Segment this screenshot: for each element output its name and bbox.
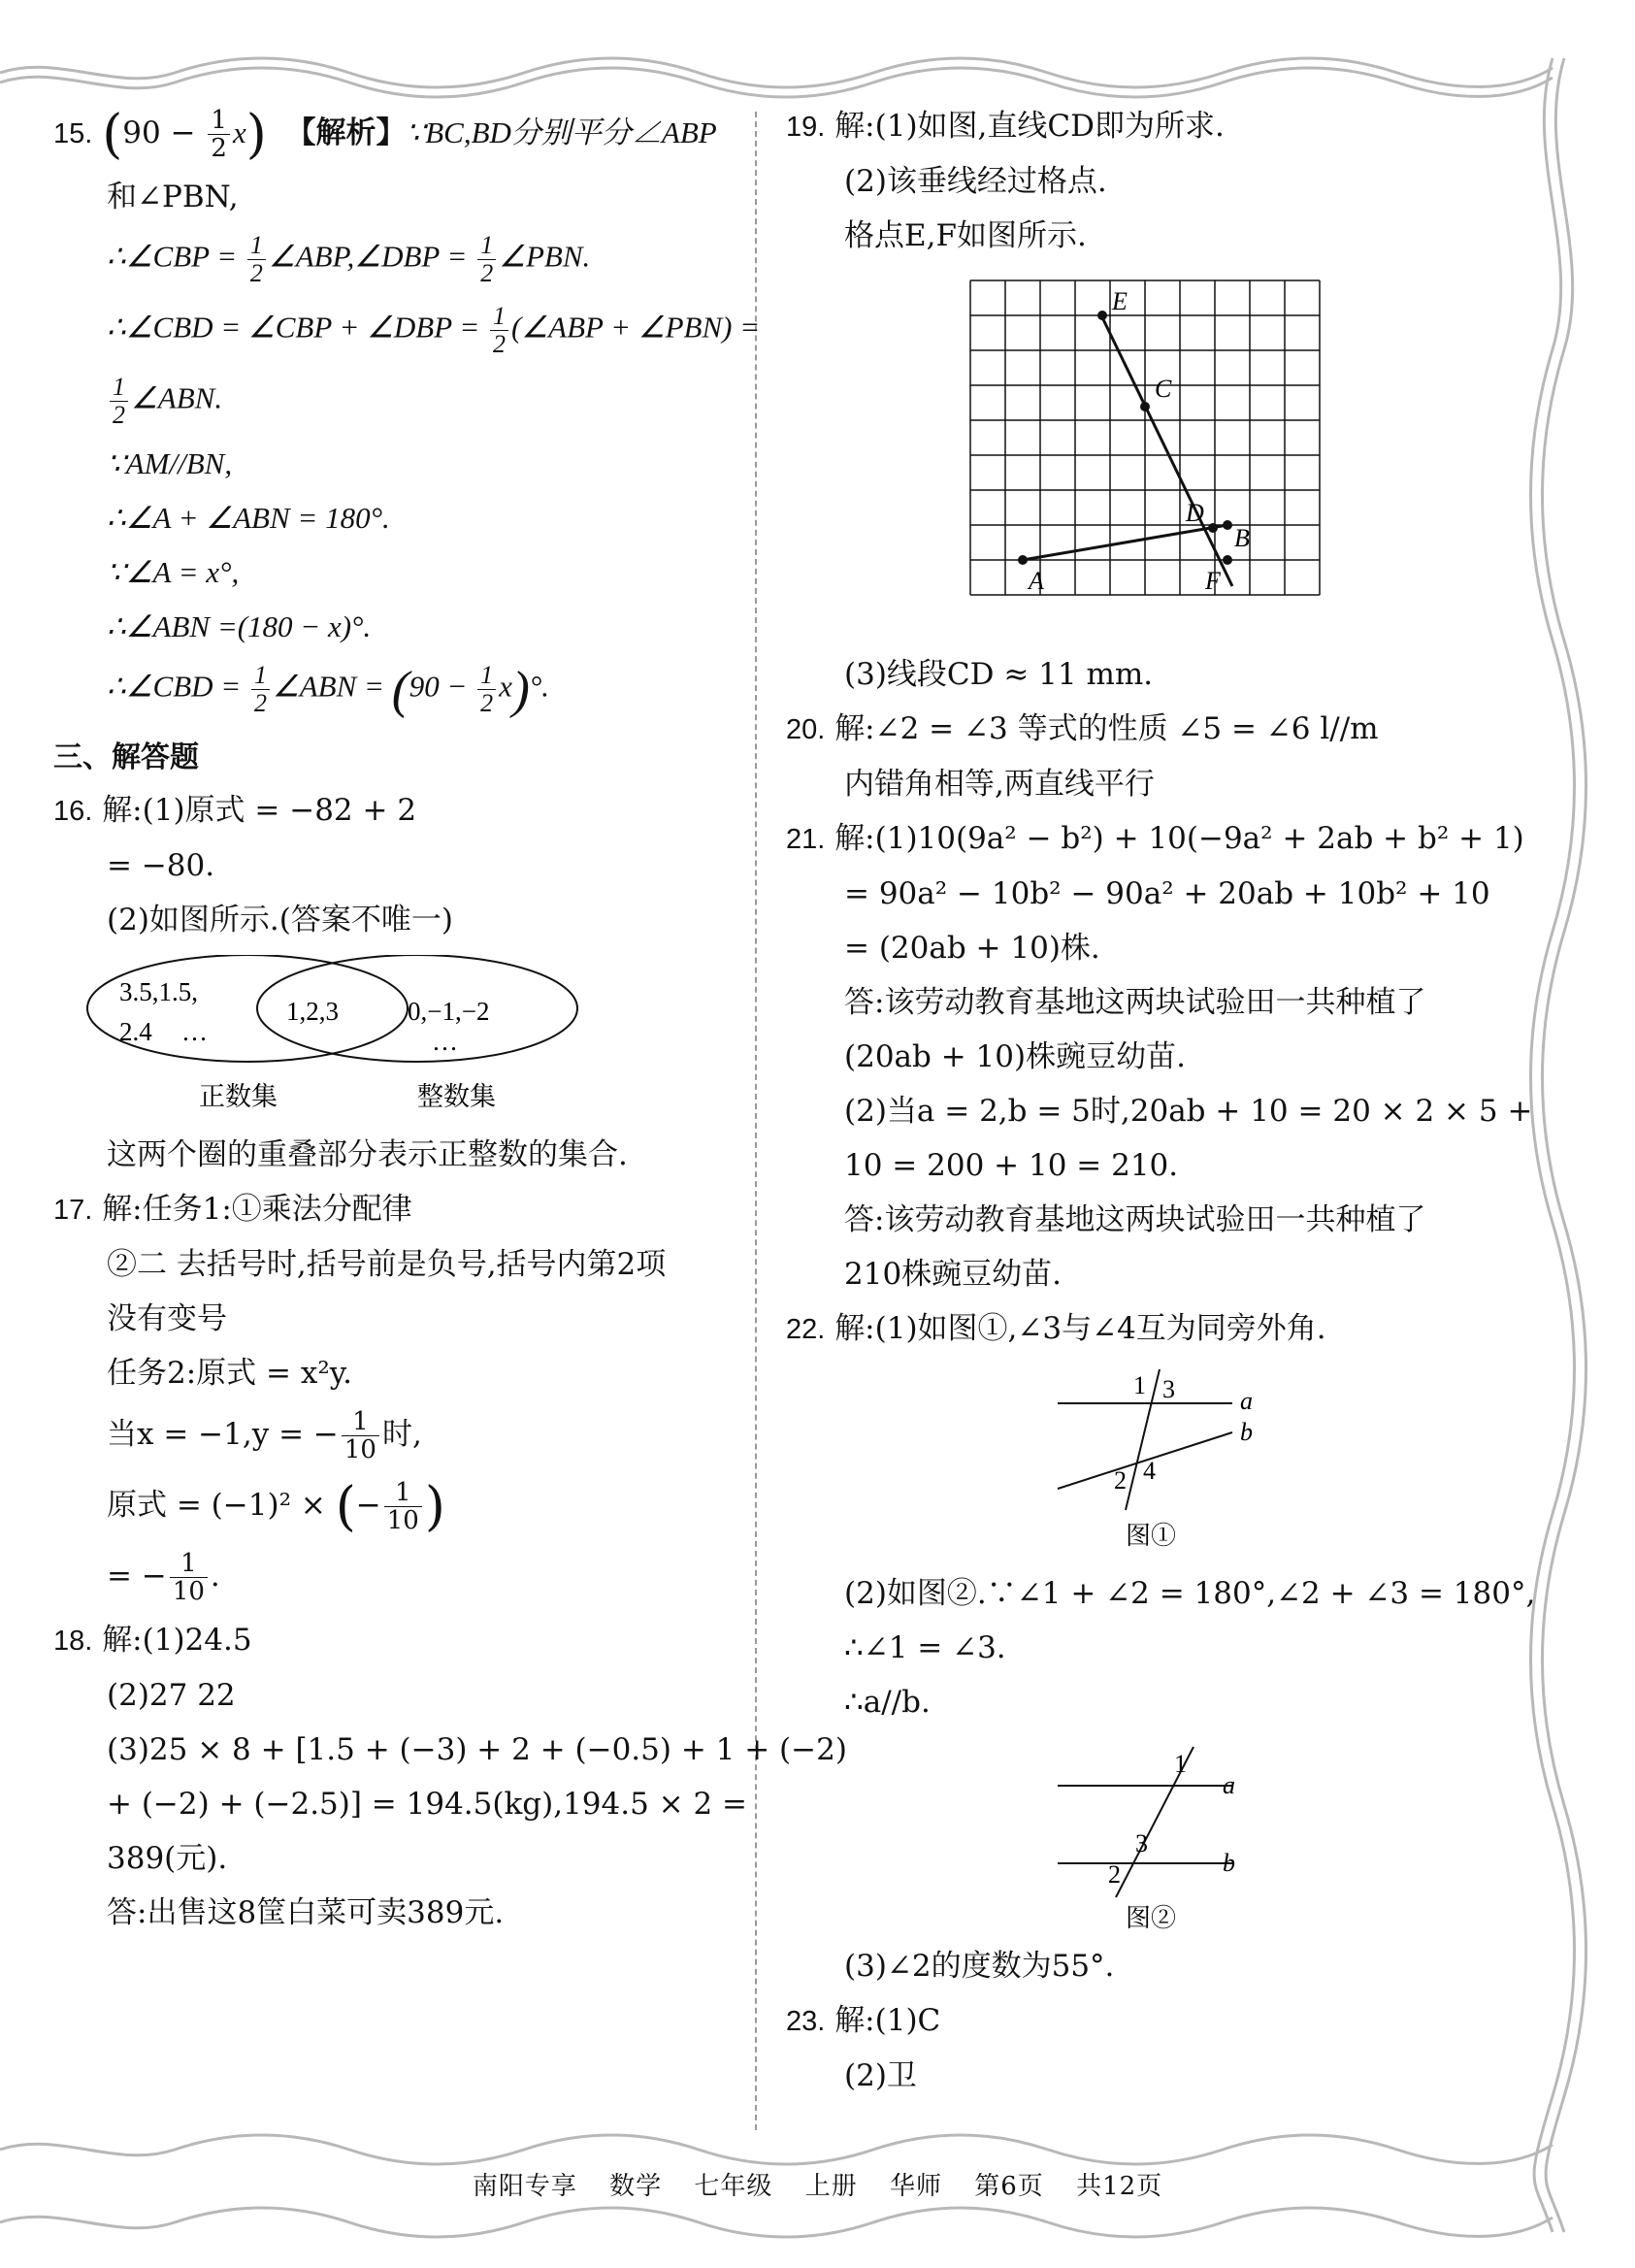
q17-l7-a: = − (107, 1559, 167, 1594)
venn-label-positive: 正数集 (199, 1082, 278, 1112)
label-d: D (1186, 499, 1204, 527)
half-fraction (251, 662, 270, 717)
q18-line-1 (53, 1621, 733, 1660)
point-a (1018, 555, 1028, 565)
venn-center-items: 1,2,3 (286, 997, 339, 1026)
q17-line-1 (53, 1190, 733, 1230)
q21-line-1 (786, 819, 1524, 859)
half-fraction (247, 232, 266, 287)
frac-num: 1 (247, 232, 266, 260)
venn-left-items-1: 3.5,1.5, (119, 977, 198, 1006)
q17-l5-b: 时, (381, 1417, 422, 1452)
q22-number: 22. (786, 1314, 826, 1345)
q18-line-5: 389(元). (107, 1841, 228, 1876)
q21-line-3: = (20ab + 10)株. (844, 931, 1100, 966)
figure-1-caption: 图① (1126, 1522, 1177, 1551)
q22-line-1 (786, 1309, 1485, 1349)
paren-open: ( (391, 660, 409, 719)
half-fraction (490, 303, 508, 358)
venn-diagram (53, 955, 636, 1120)
footer-item: 华师 (889, 2172, 942, 2201)
q15-l4-b: (∠ABP + ∠PBN) = (511, 310, 761, 345)
q20-l1: 解:∠2 = ∠3 等式的性质 ∠5 = ∠6 l//m (834, 711, 1379, 746)
frac-num: 1 (490, 303, 508, 331)
q15-line-9: ∴∠ABN =(180 − x)°. (107, 609, 372, 643)
q15-number: 15. (53, 118, 93, 149)
q15-answer-var: x (232, 115, 246, 149)
q15-l3-b: ∠ABP,∠DBP = (268, 239, 468, 274)
label-a: a (1223, 1771, 1235, 1799)
footer-item: 上册 (804, 2172, 858, 2201)
label-2: 2 (1108, 1860, 1121, 1889)
q21-line-5: (20ab + 10)株豌豆幼苗. (844, 1039, 1186, 1074)
footer-item: 共12页 (1076, 2172, 1163, 2201)
q16-line-2: = −80. (107, 848, 215, 883)
q15-line-6: ∵AM//BN, (107, 446, 233, 480)
footer-item: 七年级 (694, 2172, 773, 2201)
label-1: 1 (1174, 1750, 1187, 1778)
q15-answer-pre: 90 − (122, 115, 196, 150)
half-fraction (477, 232, 496, 287)
q15-line-4 (53, 302, 761, 358)
frac-den: 2 (249, 259, 263, 287)
q15-answer-fraction (208, 107, 230, 162)
q18-l1: 解:(1)24.5 (102, 1623, 252, 1658)
frac-num: 1 (477, 232, 496, 260)
q15-line-10 (53, 662, 733, 717)
q17-l7-b: . (210, 1559, 220, 1594)
q15-l4-a: ∴∠CBD = ∠CBP + ∠DBP = (107, 310, 480, 345)
label-a: a (1240, 1387, 1253, 1415)
paren-close: ) (245, 103, 267, 165)
label-a: A (1029, 567, 1044, 595)
q22-line-3: ∴∠1 = ∠3. (844, 1630, 1006, 1665)
q18-line-6: 答:出售这8筐白菜可卖389元. (107, 1895, 505, 1930)
q15-l5-b: ∠ABN. (131, 380, 223, 415)
q23-number: 23. (786, 2006, 826, 2037)
q17-l5-a: 当x = −1,y = − (107, 1417, 339, 1452)
q15-line-1 (53, 103, 733, 165)
label-e: E (1112, 287, 1128, 315)
point-c (1140, 402, 1150, 411)
q23-line-2: (2)卫 (844, 2058, 917, 2093)
q17-line-4: 任务2:原式 = x²y. (107, 1356, 353, 1391)
label-f: F (1205, 567, 1221, 595)
line-cd (1101, 315, 1232, 586)
point-d (1208, 523, 1218, 533)
q21-l1: 解:(1)10(9a² − b²) + 10(−9a² + 2ab + b² + 1) (834, 821, 1524, 856)
q17-number: 17. (53, 1195, 93, 1226)
paren-open: ( (102, 103, 123, 165)
label-b: b (1240, 1418, 1253, 1446)
column-divider (755, 112, 757, 2130)
q15-l10-b: ∠ABN = (272, 669, 384, 704)
frac-num: 1 (251, 662, 270, 690)
page-footer (0, 2166, 1635, 2202)
q15-l10-a: ∴∠CBD = (107, 669, 242, 704)
tenth-fraction (170, 1550, 208, 1605)
q19-line-1 (786, 107, 1485, 147)
q17-line-6 (53, 1475, 733, 1537)
frac-num: 1 (342, 1408, 379, 1436)
paren-open: ( (335, 1475, 356, 1537)
half-fraction (477, 662, 496, 717)
q21-line-2: = 90a² − 10b² − 90a² + 20ab + 10b² + 10 (844, 876, 1490, 911)
frac-den: 2 (480, 689, 494, 717)
frac-den: 2 (211, 134, 227, 163)
q21-line-7: 10 = 200 + 10 = 210. (844, 1148, 1179, 1183)
frac-den: 10 (343, 1435, 376, 1464)
q15-l3-c: ∠PBN. (499, 239, 591, 274)
q20-number: 20. (786, 714, 826, 745)
q15-line-2: 和∠PBN, (107, 180, 239, 214)
q15-l10-c: 90 − (409, 669, 468, 704)
q23-l1: 解:(1)C (834, 2003, 941, 2038)
q22-line-4: ∴a//b. (844, 1685, 931, 1720)
frac-den: 10 (386, 1506, 419, 1535)
q18-line-3: (3)25 × 8 + [1.5 + (−3) + 2 + (−0.5) + 1 + (−2) (107, 1732, 847, 1767)
q17-line-2: ②二 去括号时,括号前是负号,括号内第2项 (107, 1247, 667, 1282)
frac-num: 1 (110, 374, 128, 402)
frac-den: 10 (172, 1577, 205, 1606)
q20-line-1 (786, 709, 1485, 749)
q19-line-2: (2)该垂线经过格点. (844, 164, 1107, 199)
q18-line-2: (2)27 22 (107, 1678, 236, 1713)
q18-line-4: + (−2) + (−2.5)] = 194.5(kg),194.5 × 2 = (107, 1787, 748, 1822)
paren-close: ) (511, 660, 530, 719)
frac-num: 1 (208, 107, 230, 135)
venn-left-items-2: 2.4 (119, 1017, 152, 1046)
q17-l1: 解:任务1:①乘法分配律 (102, 1192, 412, 1227)
tenth-fraction (342, 1408, 379, 1463)
q15-l3-a: ∴∠CBP = (107, 239, 238, 274)
point-b (1223, 520, 1232, 530)
q21-line-9: 210株豌豆幼苗. (844, 1257, 1063, 1292)
label-3: 3 (1162, 1375, 1175, 1403)
q15-line-8: ∵∠A = x°, (107, 555, 240, 589)
label-1: 1 (1133, 1371, 1146, 1399)
label-b: B (1234, 524, 1250, 552)
q22-line-5: (3)∠2的度数为55°. (844, 1949, 1115, 1984)
figure-1 (786, 1364, 1485, 1559)
tenth-fraction (384, 1479, 422, 1534)
figure-2 (786, 1737, 1485, 1931)
frac-num: 1 (477, 662, 496, 690)
venn-right-dots: … (432, 1027, 458, 1056)
footer-item: 第6页 (974, 2172, 1044, 2201)
frac-den: 2 (113, 401, 125, 429)
q19-line-4: (3)线段CD ≈ 11 mm. (844, 657, 1154, 692)
q20-line-2: 内错角相等,两直线平行 (844, 767, 1155, 802)
q22-line-2: (2)如图②.∵∠1 + ∠2 = 180°,∠2 + ∠3 = 180°, (844, 1576, 1536, 1611)
q17-line-5 (53, 1408, 733, 1463)
q17-l6-a: 原式 = (−1)² × (107, 1488, 326, 1523)
q16-line-3: (2)如图所示.(答案不唯一) (107, 903, 453, 937)
q15-line-7: ∴∠A + ∠ABN = 180°. (107, 501, 390, 535)
q17-l6-minus: − (355, 1488, 381, 1523)
footer-item: 数学 (609, 2172, 663, 2201)
label-4: 4 (1143, 1457, 1156, 1485)
point-e (1097, 311, 1107, 320)
paren-close: ) (424, 1475, 445, 1537)
venn-label-integer: 整数集 (417, 1082, 496, 1112)
q19-l1: 解:(1)如图,直线CD即为所求. (834, 109, 1225, 144)
q18-number: 18. (53, 1626, 93, 1657)
q15-l10-e: °. (529, 669, 550, 704)
label-b: b (1223, 1849, 1235, 1877)
q15-l1-rest: ∵BC,BD分别平分∠ABP (406, 115, 717, 149)
frac-num: 1 (170, 1550, 208, 1578)
q19-number: 19. (786, 112, 826, 143)
label-3: 3 (1135, 1829, 1148, 1857)
venn-right-items: 0,−1,−2 (408, 997, 490, 1026)
frac-den: 2 (480, 259, 494, 287)
q16-l1: 解:(1)原式 = −82 + 2 (102, 793, 417, 828)
label-c: C (1155, 375, 1172, 403)
q21-line-8: 答:该劳动教育基地这两块试验田一共种植了 (844, 1202, 1426, 1237)
grid-lines (970, 280, 1320, 595)
figure-2-caption: 图② (1126, 1904, 1177, 1931)
label-2: 2 (1114, 1466, 1127, 1495)
q21-number: 21. (786, 824, 826, 855)
venn-left-dots: … (181, 1017, 208, 1046)
point-f (1223, 555, 1232, 565)
footer-item: 南阳专享 (472, 2172, 577, 2201)
q15-l10-d: x (499, 669, 512, 704)
q16-line-1 (53, 791, 733, 831)
q19-line-3: 格点E,F如图所示. (844, 218, 1087, 253)
section-heading: 三、解答题 (53, 741, 199, 773)
q17-line-7 (53, 1550, 733, 1605)
q17-line-3: 没有变号 (107, 1301, 227, 1336)
q21-line-4: 答:该劳动教育基地这两块试验田一共种植了 (844, 985, 1426, 1020)
segment-ab (1023, 525, 1227, 560)
frac-num: 1 (384, 1479, 422, 1507)
frac-den: 2 (493, 330, 507, 358)
q21-line-6: (2)当a = 2,b = 5时,20ab + 10 = 20 × 2 × 5 + (844, 1094, 1533, 1129)
q23-line-1 (786, 2001, 1485, 2041)
analysis-tag: 【解析】 (285, 115, 407, 149)
right-column (786, 107, 1536, 2111)
frac-den: 2 (253, 689, 267, 717)
q16-line-4: 这两个圈的重叠部分表示正整数的集合. (107, 1137, 628, 1172)
q16-number: 16. (53, 796, 93, 827)
grid-figure (786, 271, 1485, 640)
q15-line-5 (53, 374, 733, 429)
q15-line-3 (53, 232, 733, 287)
q22-l1: 解:(1)如图①,∠3与∠4互为同旁外角. (834, 1311, 1326, 1346)
half-fraction (110, 374, 128, 429)
